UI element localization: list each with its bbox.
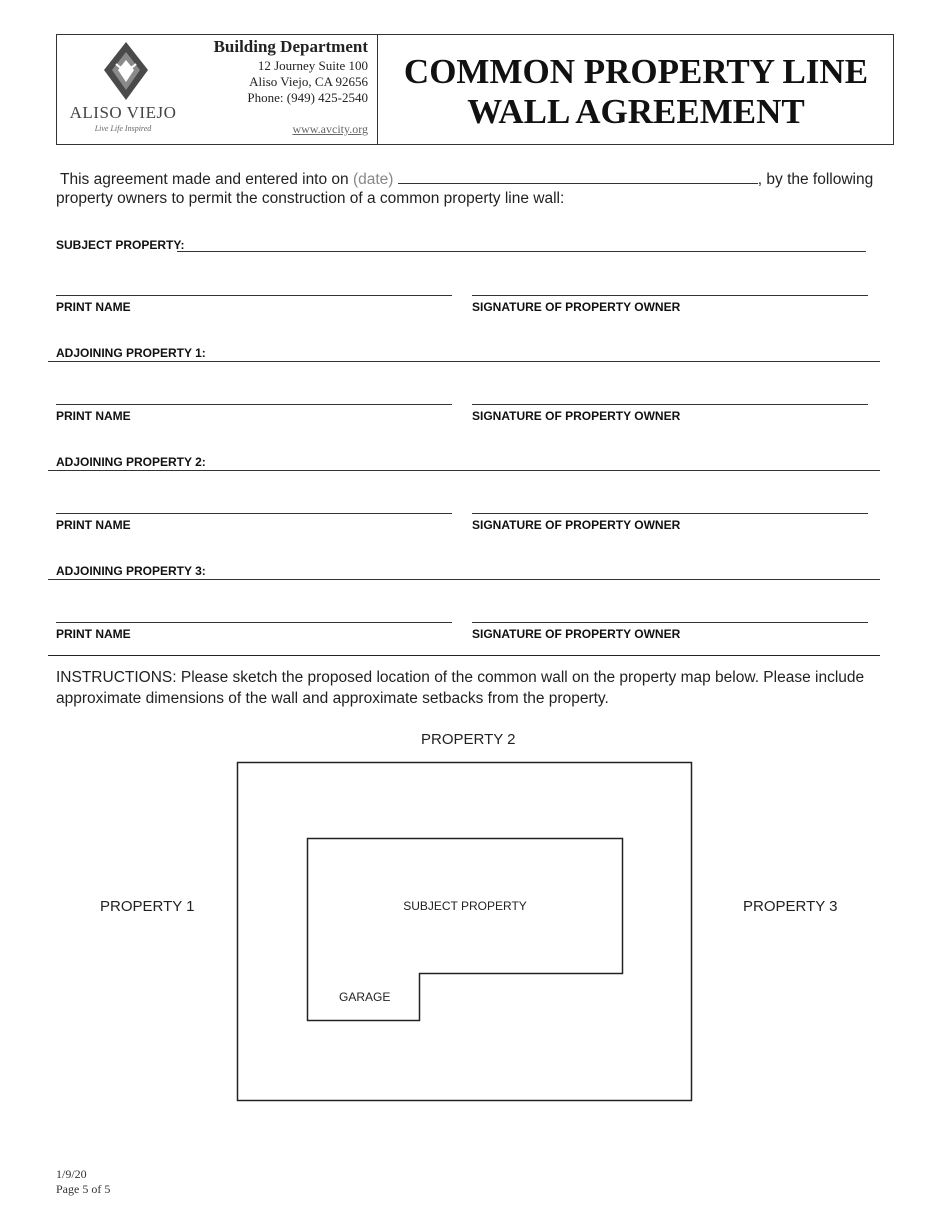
subject-property-field[interactable]	[177, 251, 866, 252]
title-line1: COMMON PROPERTY LINE	[403, 52, 869, 91]
aliso-viejo-logo-icon	[98, 40, 154, 102]
signature-field-3[interactable]	[472, 622, 868, 623]
department-phone: Phone: (949) 425-2540	[247, 90, 368, 105]
date-field[interactable]	[398, 169, 758, 184]
signature-field-1[interactable]	[472, 404, 868, 405]
garage-label: GARAGE	[339, 990, 391, 1004]
signature-label: SIGNATURE OF PROPERTY OWNER	[472, 518, 681, 532]
department-website-link[interactable]: www.avcity.org	[292, 122, 368, 136]
print-name-field-3[interactable]	[56, 622, 452, 623]
intro-suffix: , by the following	[757, 171, 874, 188]
department-address-line2: Aliso Viejo, CA 92656	[249, 74, 368, 89]
department-name: Building Department	[213, 37, 368, 56]
print-name-field-subject[interactable]	[56, 295, 452, 296]
instructions-text: INSTRUCTIONS: Please sketch the proposed location of the common wall on the property map below. Please include approximate dimensions of the wall and approximate setbacks from the property.	[56, 669, 865, 707]
date-hint: (date)	[352, 171, 394, 188]
print-name-label: PRINT NAME	[56, 627, 131, 641]
print-name-field-1[interactable]	[56, 404, 452, 405]
title-line2: WALL AGREEMENT	[467, 92, 805, 131]
adjoining-property-2-field[interactable]	[48, 470, 880, 471]
signature-label: SIGNATURE OF PROPERTY OWNER	[472, 300, 681, 314]
print-name-label: PRINT NAME	[56, 409, 131, 423]
adjoining-property-2-label: ADJOINING PROPERTY 2:	[56, 455, 206, 469]
intro-line1	[60, 169, 873, 189]
section-divider	[48, 655, 880, 656]
signature-field-2[interactable]	[472, 513, 868, 514]
page-title	[380, 52, 892, 132]
logo-tagline: Live Life Inspired	[94, 124, 152, 133]
print-name-label: PRINT NAME	[56, 518, 131, 532]
intro-prefix: This agreement made and entered into on	[60, 171, 353, 188]
outer-lot-boundary	[238, 763, 692, 1101]
property-1-label: PROPERTY 1	[100, 898, 195, 915]
adjoining-property-1-label: ADJOINING PROPERTY 1:	[56, 346, 206, 360]
property-2-label: PROPERTY 2	[421, 731, 516, 748]
signature-label: SIGNATURE OF PROPERTY OWNER	[472, 627, 681, 641]
footer-date: 1/9/20	[56, 1167, 87, 1181]
print-name-label: PRINT NAME	[56, 300, 131, 314]
signature-label: SIGNATURE OF PROPERTY OWNER	[472, 409, 681, 423]
adjoining-property-3-field[interactable]	[48, 579, 880, 580]
subject-property-label: SUBJECT PROPERTY:	[56, 238, 185, 252]
adjoining-property-3-label: ADJOINING PROPERTY 3:	[56, 564, 206, 578]
footer-page-number: Page 5 of 5	[56, 1182, 111, 1196]
property-3-label: PROPERTY 3	[743, 898, 838, 915]
intro-line2: property owners to permit the construction of a common property line wall:	[56, 190, 565, 207]
adjoining-property-1-field[interactable]	[48, 361, 880, 362]
header-divider	[377, 34, 378, 145]
department-address-line1: 12 Journey Suite 100	[257, 58, 368, 73]
subject-property-map-label: SUBJECT PROPERTY	[403, 899, 527, 913]
signature-field-subject[interactable]	[472, 295, 868, 296]
print-name-field-2[interactable]	[56, 513, 452, 514]
property-map[interactable]	[230, 755, 700, 1111]
logo-name: ALISO VIEJO	[69, 103, 177, 122]
